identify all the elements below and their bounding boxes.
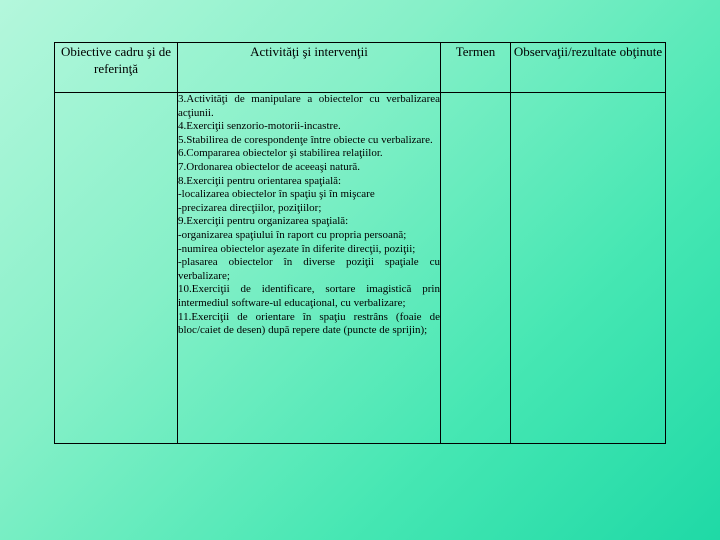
activity-item: -numirea obiectelor aşezate în diferite direcţii, poziţii; xyxy=(178,242,416,255)
activity-item: 7.Ordonarea obiectelor de aceeaşi natură. xyxy=(178,160,361,173)
header-activities: Activităţi şi intervenţii xyxy=(178,43,441,93)
activity-item: -localizarea obiectelor în spaţiu şi în mişcare xyxy=(178,188,375,201)
activity-item: 10.Exerciţii de identificare, sortare imagistică prin intermediul software-ul educaţional, cu verbalizare; xyxy=(178,283,440,309)
activity-item: 4.Exerciţii senzorio-motorii-incastre. xyxy=(178,120,341,133)
body-row xyxy=(55,93,666,444)
activity-item: -organizarea spaţiului în raport cu propria persoană; xyxy=(178,228,407,241)
activity-item: -plasarea obiectelor în diverse poziţii spaţiale cu verbalizare; xyxy=(178,256,440,282)
header-row xyxy=(55,43,666,93)
activity-plan-table xyxy=(54,42,666,444)
header-observations: Observaţii/rezultate obţinute xyxy=(511,43,666,93)
activity-item: 11.Exerciţii de orientare în spaţiu restrâns (foaie de bloc/caiet de desen) după repere date (puncte de sprijin); xyxy=(178,310,440,337)
activity-item: 9.Exerciţii pentru organizarea spaţială: xyxy=(178,215,349,228)
objectives-cell xyxy=(55,93,178,444)
observations-cell xyxy=(511,93,666,444)
activities-cell xyxy=(178,93,441,444)
activity-item: 8.Exerciţii pentru orientarea spaţială: xyxy=(178,174,342,187)
header-objectives: Obiective cadru şi de referinţă xyxy=(55,43,178,93)
activity-item: 5.Stabilirea de corespondenţe între obiecte cu verbalizare. xyxy=(178,133,433,146)
activity-item: 3.Activităţi de manipulare a obiectelor cu verbalizarea acţiunii. xyxy=(178,93,440,119)
header-term: Termen xyxy=(441,43,511,93)
activity-item: -precizarea direcţiilor, poziţiilor; xyxy=(178,201,322,214)
term-cell xyxy=(441,93,511,444)
activity-item: 6.Compararea obiectelor şi stabilirea relaţiilor. xyxy=(178,147,383,160)
